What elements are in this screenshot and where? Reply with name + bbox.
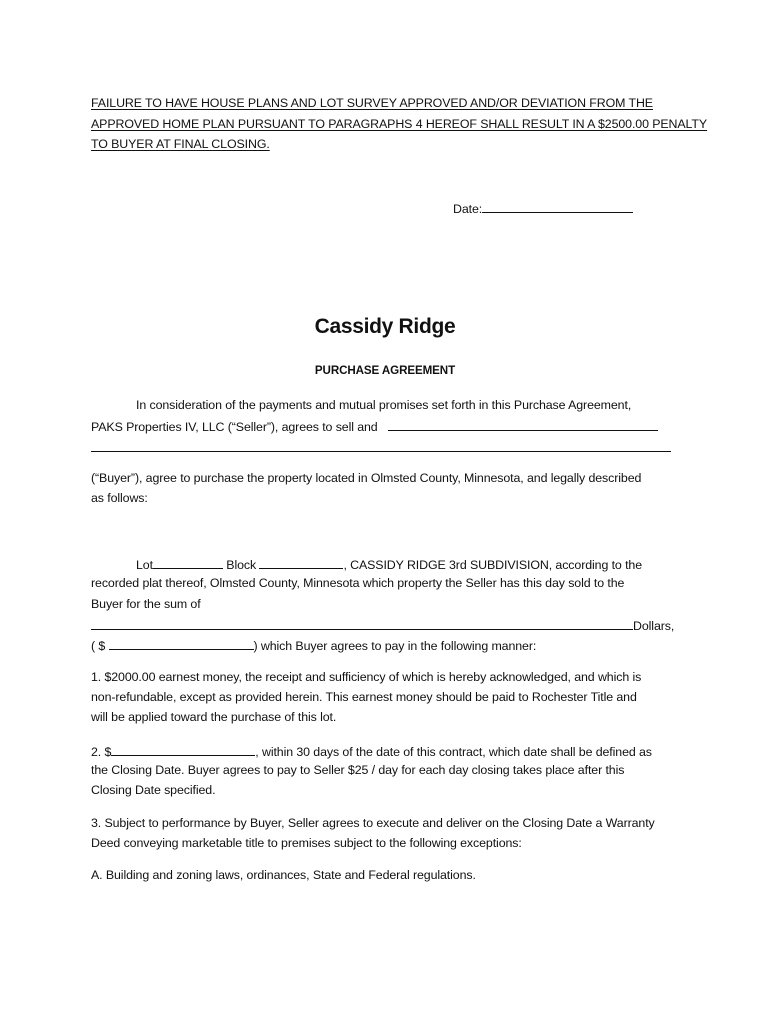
clause-2-line-1 bbox=[91, 743, 652, 759]
clause-1-line-1: 1. $2000.00 earnest money, the receipt and sufficiency of which is hereby acknowledged, and which is bbox=[91, 670, 642, 684]
warning-line-2: APPROVED HOME PLAN PURSUANT TO PARAGRAPHS 4 HEREOF SHALL RESULT IN A $2500.00 PENALTY bbox=[91, 116, 708, 131]
warning-line-1: FAILURE TO HAVE HOUSE PLANS AND LOT SURVEY APPROVED AND/OR DEVIATION FROM THE bbox=[91, 96, 653, 110]
intro-line-1: In consideration of the payments and mutual promises set forth in this Purchase Agreement, bbox=[136, 398, 632, 412]
dollars-line bbox=[91, 617, 674, 633]
clause-3-line-2: Deed conveying marketable title to premises subject to the following exceptions: bbox=[91, 836, 522, 850]
lot-label: Lot bbox=[136, 558, 153, 572]
purchase-price-amount-blank[interactable] bbox=[109, 637, 254, 650]
lot-line-2: recorded plat thereof, Olmsted County, Minnesota which property the Seller has this day sold to the bbox=[91, 576, 625, 590]
lot-line-1 bbox=[136, 556, 642, 572]
amount-open: ( $ bbox=[91, 639, 106, 653]
date-blank[interactable] bbox=[482, 200, 633, 213]
intro-line-2 bbox=[91, 418, 658, 434]
block-label: Block bbox=[226, 558, 257, 572]
purchase-price-words-blank[interactable] bbox=[91, 617, 633, 630]
clause-1-line-2: non-refundable, except as provided herein. This earnest money should be paid to Rochester Title and bbox=[91, 690, 637, 704]
date-label: Date: bbox=[453, 202, 483, 216]
amount-close: ) which Buyer agrees to pay in the following manner: bbox=[253, 639, 537, 653]
buyer-line-2: as follows: bbox=[91, 491, 148, 505]
clause-1-line-3: will be applied toward the purchase of this lot. bbox=[91, 710, 337, 724]
lot-number-blank[interactable] bbox=[153, 556, 223, 569]
buyer-name-blank-line-2[interactable] bbox=[91, 451, 671, 452]
subdivision-text: , CASSIDY RIDGE 3rd SUBDIVISION, according to the bbox=[343, 558, 642, 572]
page-title: Cassidy Ridge bbox=[314, 315, 456, 338]
clause-3-line-1: 3. Subject to performance by Buyer, Seller agrees to execute and deliver on the Closing Date a Warranty bbox=[91, 816, 655, 830]
buyer-line-1: (“Buyer”), agree to purchase the property located in Olmsted County, Minnesota, and legally described bbox=[91, 471, 642, 485]
clause-2-prefix: 2. $ bbox=[91, 745, 112, 759]
clause-2-line-2: the Closing Date. Buyer agrees to pay to Seller $25 / day for each day closing takes place after this bbox=[91, 763, 625, 777]
block-number-blank[interactable] bbox=[259, 556, 343, 569]
lot-line-3: Buyer for the sum of bbox=[91, 597, 201, 611]
second-payment-blank[interactable] bbox=[111, 743, 255, 756]
seller-clause: PAKS Properties IV, LLC (“Seller”), agrees to sell and bbox=[91, 420, 378, 434]
date-field[interactable] bbox=[453, 200, 633, 216]
agreement-subtitle: PURCHASE AGREEMENT bbox=[314, 364, 456, 377]
penalty-warning bbox=[91, 93, 708, 155]
exception-a: A. Building and zoning laws, ordinances, State and Federal regulations. bbox=[91, 868, 476, 882]
warning-line-3: TO BUYER AT FINAL CLOSING. bbox=[91, 137, 270, 151]
dollars-label: Dollars, bbox=[633, 619, 675, 633]
amount-line bbox=[91, 637, 536, 653]
clause-2-line-3: Closing Date specified. bbox=[91, 783, 216, 797]
clause-2-rest: , within 30 days of the date of this contract, which date shall be defined as bbox=[255, 745, 652, 759]
buyer-name-blank[interactable] bbox=[388, 418, 658, 431]
